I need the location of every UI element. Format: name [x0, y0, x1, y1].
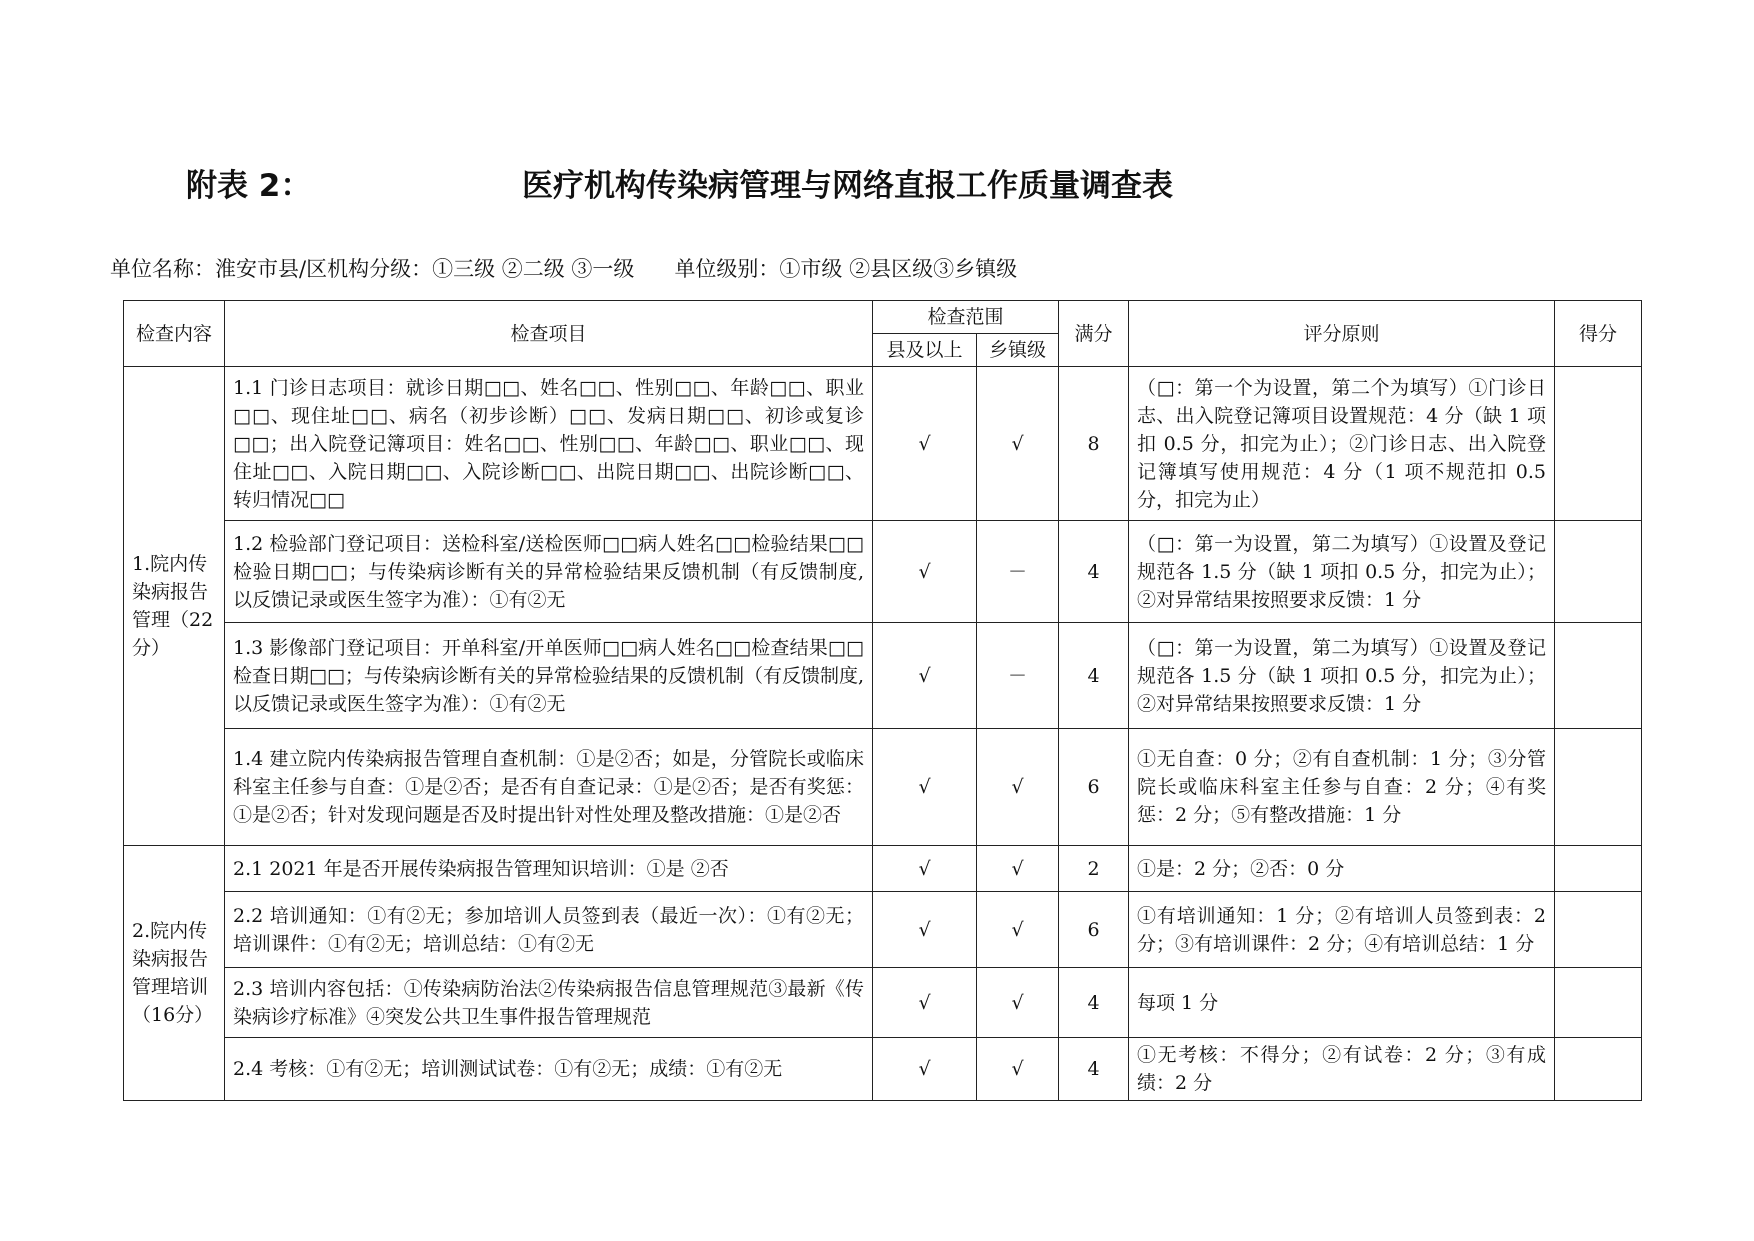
- category-cell: 1.院内传染病报告管理（22分）: [124, 367, 225, 846]
- scope-county-cell: √: [873, 623, 977, 729]
- table-row: [124, 892, 1642, 968]
- principle-cell: 每项 1 分: [1129, 968, 1555, 1038]
- unit-level-field: 单位级别：①市级 ②县区级③乡镇级: [674, 257, 1018, 281]
- header-scope: 检查范围: [873, 301, 1059, 334]
- scope-town-cell: √: [977, 846, 1059, 892]
- document-title: 医疗机构传染病管理与网络直报工作质量调查表: [522, 168, 1173, 204]
- scope-town-cell: √: [977, 892, 1059, 968]
- scope-town-cell: －: [977, 623, 1059, 729]
- score-cell[interactable]: [1555, 367, 1642, 521]
- score-cell[interactable]: [1555, 846, 1642, 892]
- table-row: [124, 521, 1642, 623]
- unit-info: [110, 253, 1017, 283]
- score-cell[interactable]: [1555, 892, 1642, 968]
- item-cell: 1.3 影像部门登记项目：开单科室/开单医师□□病人姓名□□检查结果□□检查日期□□；与传染病诊断有关的异常检验结果的反馈机制（有反馈制度, 以反馈记录或医生签字为准）：①有②无: [225, 623, 873, 729]
- survey-table: [123, 300, 1642, 1101]
- scope-town-cell: √: [977, 968, 1059, 1038]
- table-row: [124, 623, 1642, 729]
- header-full-score: 满分: [1059, 301, 1129, 367]
- principle-cell: ①无自查：0 分；②有自查机制：1 分；③分管院长或临床科室主任参与自查：2 分；④有奖惩：2 分；⑤有整改措施：1 分: [1129, 729, 1555, 846]
- item-cell: 2.3 培训内容包括：①传染病防治法②传染病报告信息管理规范③最新《传染病诊疗标准》④突发公共卫生事件报告管理规范: [225, 968, 873, 1038]
- scope-town-cell: －: [977, 521, 1059, 623]
- scope-county-cell: √: [873, 892, 977, 968]
- full-score-cell: 4: [1059, 623, 1129, 729]
- header-row: [124, 301, 1642, 334]
- full-score-cell: 4: [1059, 968, 1129, 1038]
- scope-county-cell: √: [873, 1038, 977, 1101]
- full-score-cell: 6: [1059, 729, 1129, 846]
- scope-town-cell: √: [977, 729, 1059, 846]
- full-score-cell: 8: [1059, 367, 1129, 521]
- item-cell: 2.2 培训通知：①有②无；参加培训人员签到表（最近一次）：①有②无；培训课件：①有②无；培训总结：①有②无: [225, 892, 873, 968]
- scope-town-cell: √: [977, 367, 1059, 521]
- header-scope-county: 县及以上: [873, 334, 977, 367]
- header-principle: 评分原则: [1129, 301, 1555, 367]
- table-row: [124, 846, 1642, 892]
- header-item: 检查项目: [225, 301, 873, 367]
- table-row: [124, 729, 1642, 846]
- score-cell[interactable]: [1555, 968, 1642, 1038]
- document-header: [186, 160, 1586, 210]
- scope-town-cell: √: [977, 1038, 1059, 1101]
- principle-cell: ①是：2 分；②否：0 分: [1129, 846, 1555, 892]
- unit-name-field: 单位名称：淮安市县/区机构分级：①三级 ②二级 ③一级: [110, 257, 635, 281]
- score-cell[interactable]: [1555, 623, 1642, 729]
- item-cell: 1.2 检验部门登记项目：送检科室/送检医师□□病人姓名□□检验结果□□检验日期□□；与传染病诊断有关的异常检验结果反馈机制（有反馈制度, 以反馈记录或医生签字为准）：①有②无: [225, 521, 873, 623]
- header-scope-town: 乡镇级: [977, 334, 1059, 367]
- item-cell: 1.4 建立院内传染病报告管理自查机制：①是②否；如是，分管院长或临床科室主任参与自查：①是②否；是否有自查记录：①是②否；是否有奖惩：①是②否；针对发现问题是否及时提出针对性处理及整改措施：①是②否: [225, 729, 873, 846]
- principle-cell: （□：第一个为设置，第二个为填写）①门诊日志、出入院登记簿项目设置规范：4 分（缺 1 项扣 0.5 分，扣完为止）；②门诊日志、出入院登记簿填写使用规范：4 分（1 项不规范扣 0.5 分，扣完为止）: [1129, 367, 1555, 521]
- table-row: [124, 367, 1642, 521]
- category-cell: 2.院内传染病报告管理培训（16分）: [124, 846, 225, 1101]
- principle-cell: ①有培训通知：1 分；②有培训人员签到表：2 分；③有培训课件：2 分；④有培训总结：1 分: [1129, 892, 1555, 968]
- full-score-cell: 4: [1059, 521, 1129, 623]
- table-row: [124, 1038, 1642, 1101]
- scope-county-cell: √: [873, 521, 977, 623]
- scope-county-cell: √: [873, 846, 977, 892]
- principle-cell: ①无考核：不得分；②有试卷：2 分；③有成绩：2 分: [1129, 1038, 1555, 1101]
- score-cell[interactable]: [1555, 521, 1642, 623]
- table-row: [124, 968, 1642, 1038]
- scope-county-cell: √: [873, 367, 977, 521]
- scope-county-cell: √: [873, 729, 977, 846]
- principle-cell: （□：第一为设置，第二为填写）①设置及登记规范各 1.5 分（缺 1 项扣 0.5 分，扣完为止）；②对异常结果按照要求反馈：1 分: [1129, 521, 1555, 623]
- principle-cell: （□：第一为设置，第二为填写）①设置及登记规范各 1.5 分（缺 1 项扣 0.5 分，扣完为止）；②对异常结果按照要求反馈：1 分: [1129, 623, 1555, 729]
- scope-county-cell: √: [873, 968, 977, 1038]
- item-cell: 1.1 门诊日志项目：就诊日期□□、姓名□□、性别□□、年龄□□、职业□□、现住址□□、病名（初步诊断）□□、发病日期□□、初诊或复诊□□；出入院登记簿项目：姓名□□、性别□□、年龄□□、职业□□、现住址□□、入院日期□□、入院诊断□□、出院日期□□、出院诊断□□、转归情况□□: [225, 367, 873, 521]
- full-score-cell: 4: [1059, 1038, 1129, 1101]
- full-score-cell: 2: [1059, 846, 1129, 892]
- score-cell[interactable]: [1555, 729, 1642, 846]
- item-cell: 2.4 考核：①有②无；培训测试试卷：①有②无；成绩：①有②无: [225, 1038, 873, 1101]
- header-score: 得分: [1555, 301, 1642, 367]
- score-cell[interactable]: [1555, 1038, 1642, 1101]
- appendix-label: 附表 2：: [186, 168, 312, 204]
- item-cell: 2.1 2021 年是否开展传染病报告管理知识培训：①是 ②否: [225, 846, 873, 892]
- full-score-cell: 6: [1059, 892, 1129, 968]
- header-content: 检查内容: [124, 301, 225, 367]
